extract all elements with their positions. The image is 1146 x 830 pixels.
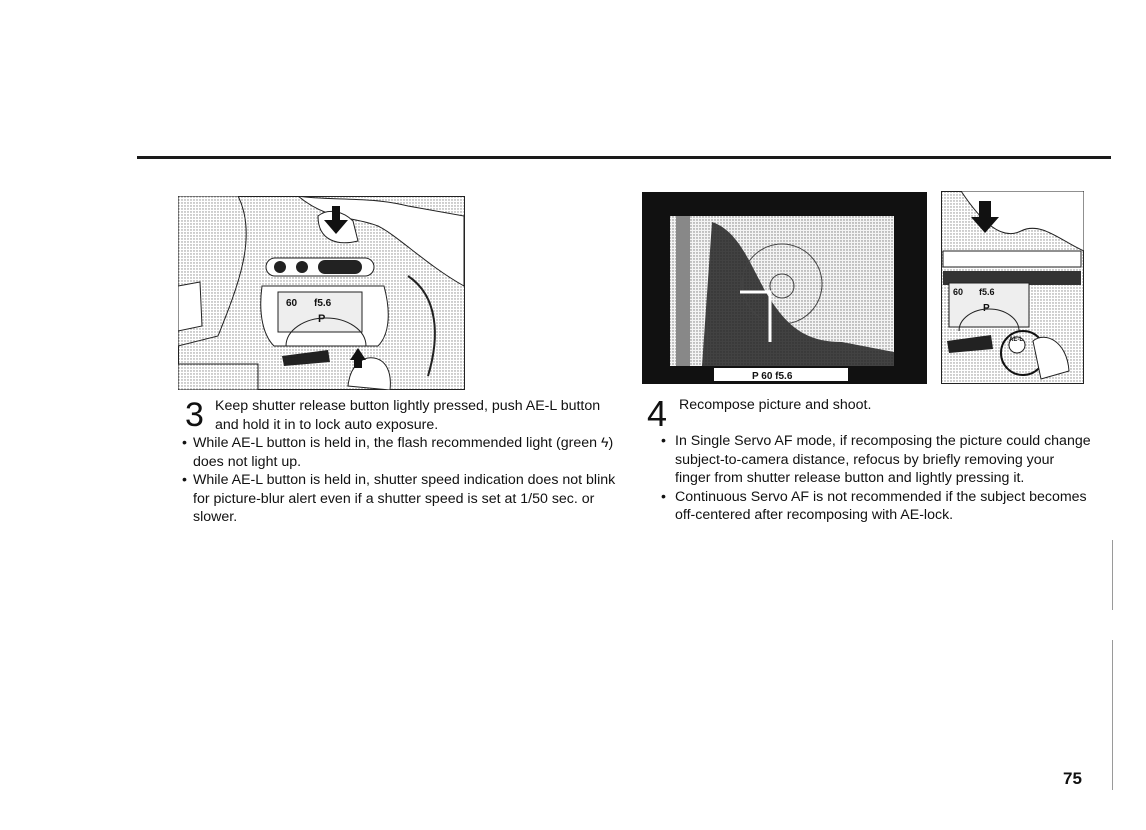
step-number-4: 4 xyxy=(647,393,668,434)
camera-top-illustration xyxy=(178,196,465,390)
step-3-instruction: Keep shutter release button lightly pressed, push AE-L button and hold it in to lock auto exposure. xyxy=(215,398,601,433)
step-4-notes xyxy=(661,432,1091,525)
viewfinder-readout: P 60 f5.6 xyxy=(752,371,793,382)
ae-l-button-label: AE-L xyxy=(1009,337,1023,343)
list-item: • While AE-L button is held in, the flash recommended light (green ϟ) does not light up. xyxy=(182,434,627,471)
page-number: 75 xyxy=(1063,769,1082,788)
scan-edge-mark xyxy=(1112,540,1113,610)
scan-edge-mark xyxy=(1112,640,1113,790)
ae-lock-camera-illustration xyxy=(941,191,1084,384)
viewfinder-illustration xyxy=(642,192,927,384)
lcd-mode-indicator: P xyxy=(983,303,990,314)
list-item: • In Single Servo AF mode, if recomposing the picture could change subject-to-camera distance, refocus by briefly removing your finger from shutter release button and lightly pressing it. xyxy=(661,432,1091,488)
lcd-shutter-value: 60 xyxy=(286,298,298,309)
lcd-aperture-value: f5.6 xyxy=(314,298,332,309)
lcd-aperture-value: f5.6 xyxy=(979,287,995,297)
lcd-mode-indicator: P xyxy=(318,313,326,325)
step-number-3: 3 xyxy=(185,396,204,434)
list-item: • While AE-L button is held in, shutter speed indication does not blink for picture-blur alert even if a shutter speed is set at 1/50 sec. or slower. xyxy=(182,471,627,527)
header-rule xyxy=(137,156,1111,159)
step-4-instruction: Recompose picture and shoot. xyxy=(679,397,872,413)
step-3-notes xyxy=(182,434,627,527)
list-item: • Continuous Servo AF is not recommended if the subject becomes off-centered after recomposing with AE-lock. xyxy=(661,488,1091,525)
lcd-shutter-value: 60 xyxy=(953,287,964,297)
